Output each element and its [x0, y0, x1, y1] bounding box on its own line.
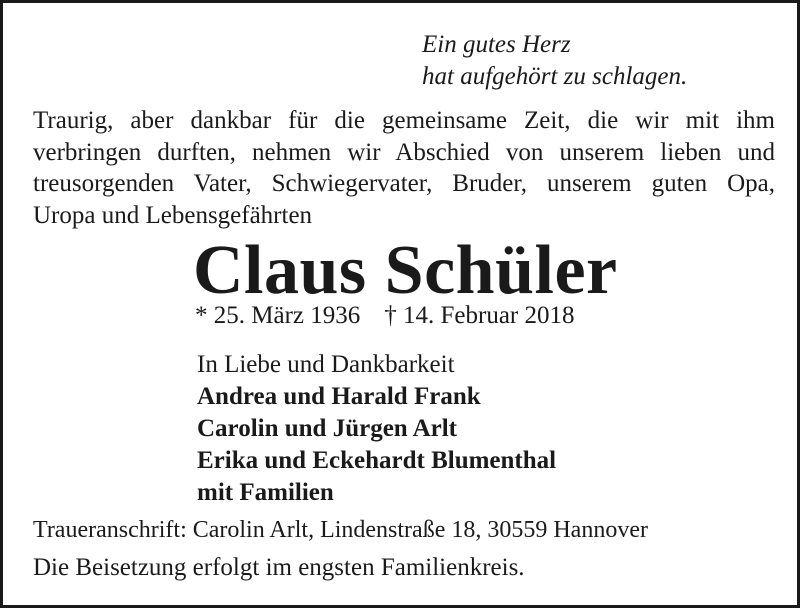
signer-name: Carolin und Jürgen Arlt: [197, 415, 457, 442]
intro-line: treusorgenden Vater, Schwiegervater, Bruder, unserem guten Opa,: [33, 170, 775, 197]
motto: [422, 29, 687, 93]
birth-date: * 25. März 1936: [195, 302, 361, 329]
intro-line: Traurig, aber dankbar für die gemeinsame Zeit, die wir mit ihm: [33, 107, 775, 134]
mourning-address: Traueranschrift: Carolin Arlt, Lindenstraße 18, 30559 Hannover: [33, 517, 648, 543]
signer-name: Andrea und Harald Frank: [197, 383, 481, 410]
intro-line: verbringen durften, nehmen wir Abschied von unserem lieben und: [33, 138, 775, 166]
motto-line: Ein gutes Herz: [422, 31, 571, 58]
death-date: † 14. Februar 2018: [384, 302, 575, 329]
intro-text: [33, 105, 775, 231]
signers-block: [197, 349, 556, 509]
burial-note: Die Beisetzung erfolgt im engsten Familienkreis.: [33, 554, 525, 581]
signer-name: Erika und Eckehardt Blumenthal: [197, 447, 557, 474]
signers-heading: In Liebe und Dankbarkeit: [197, 351, 455, 378]
deceased-name: Claus Schüler: [193, 232, 618, 309]
life-dates: [195, 301, 575, 331]
intro-line: Uropa und Lebensgefährten: [33, 201, 313, 229]
motto-line: hat aufgehört zu schlagen.: [422, 63, 688, 90]
signer-name: mit Familien: [197, 479, 334, 506]
